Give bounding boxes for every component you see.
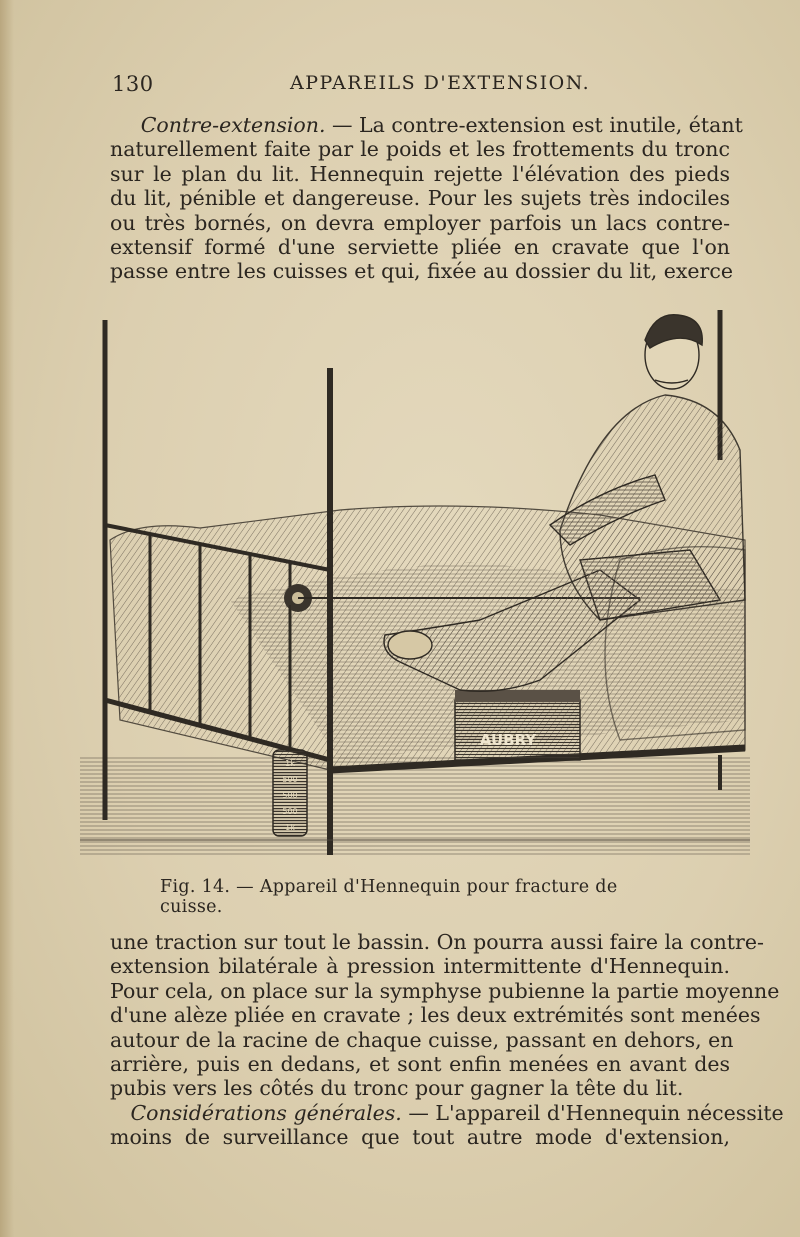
figure-hennequin-apparatus xyxy=(80,300,750,860)
page-edge-shadow xyxy=(0,0,14,1237)
text-line: une traction sur tout le bassin. On pourra aussi faire la contre- xyxy=(110,930,764,954)
italic-heading: Contre-extension. xyxy=(140,113,326,137)
running-title: APPAREILS D'EXTENSION. xyxy=(290,72,591,94)
weight-mark: 1k xyxy=(285,759,295,768)
weight-mark: 1k xyxy=(285,823,295,832)
weight-mark: 500 xyxy=(282,775,298,784)
text-line: extensif formé d'une serviette pliée en cravate que l'on xyxy=(110,235,730,260)
page-number: 130 xyxy=(112,72,154,96)
text-line: autour de la racine de chaque cuisse, passant en dehors, en xyxy=(110,1027,734,1052)
text-line: pubis vers les côtés du tronc pour gagner la tête du lit. xyxy=(110,1076,684,1101)
text-line: extension bilatérale à pression intermittente d'Hennequin. xyxy=(110,954,730,979)
text-line: arrière, puis en dedans, et sont enfin menées en avant des xyxy=(110,1052,730,1077)
text-line: ou très bornés, on devra employer parfois un lacs contre- xyxy=(110,210,730,235)
text-line: passe entre les cuisses et qui, fixée au dossier du lit, exerce xyxy=(110,259,733,284)
figure-caption: Fig. 14. — Appareil d'Hennequin pour fracture de cuisse. xyxy=(160,877,618,917)
text-line: moins de surveillance que tout autre mode d'extension, xyxy=(110,1125,730,1150)
text-line: Pour cela, on place sur la symphyse pubienne la partie moyenne xyxy=(110,978,780,1003)
aubry-box xyxy=(455,690,580,760)
text-line: d'une alèze pliée en cravate ; les deux extrémités sont menées xyxy=(110,1003,761,1028)
text-line: du lit, pénible et dangereuse. Pour les sujets très indociles xyxy=(110,186,730,211)
text-line: sur le plan du lit. Hennequin rejette l'élévation des pieds xyxy=(110,161,730,186)
italic-heading: Considérations générales. xyxy=(130,1100,402,1125)
engraving-illustration xyxy=(80,300,750,860)
weight-mark: 500 xyxy=(282,807,298,816)
text-line: Contre-extension. — La contre-extension est inutile, étant xyxy=(140,113,743,137)
paragraph-continuation xyxy=(110,930,784,1150)
weight-stack xyxy=(273,750,307,836)
text-line: naturellement faite par le poids et les frottements du tronc xyxy=(110,137,730,162)
text-line: Considérations générales. — L'appareil d'Hennequin nécessite xyxy=(130,1100,784,1125)
running-head xyxy=(110,70,730,100)
weight-mark: 500 xyxy=(282,791,298,800)
box-label: AUBRY xyxy=(479,731,537,749)
paragraph-contre-extension xyxy=(110,113,743,284)
